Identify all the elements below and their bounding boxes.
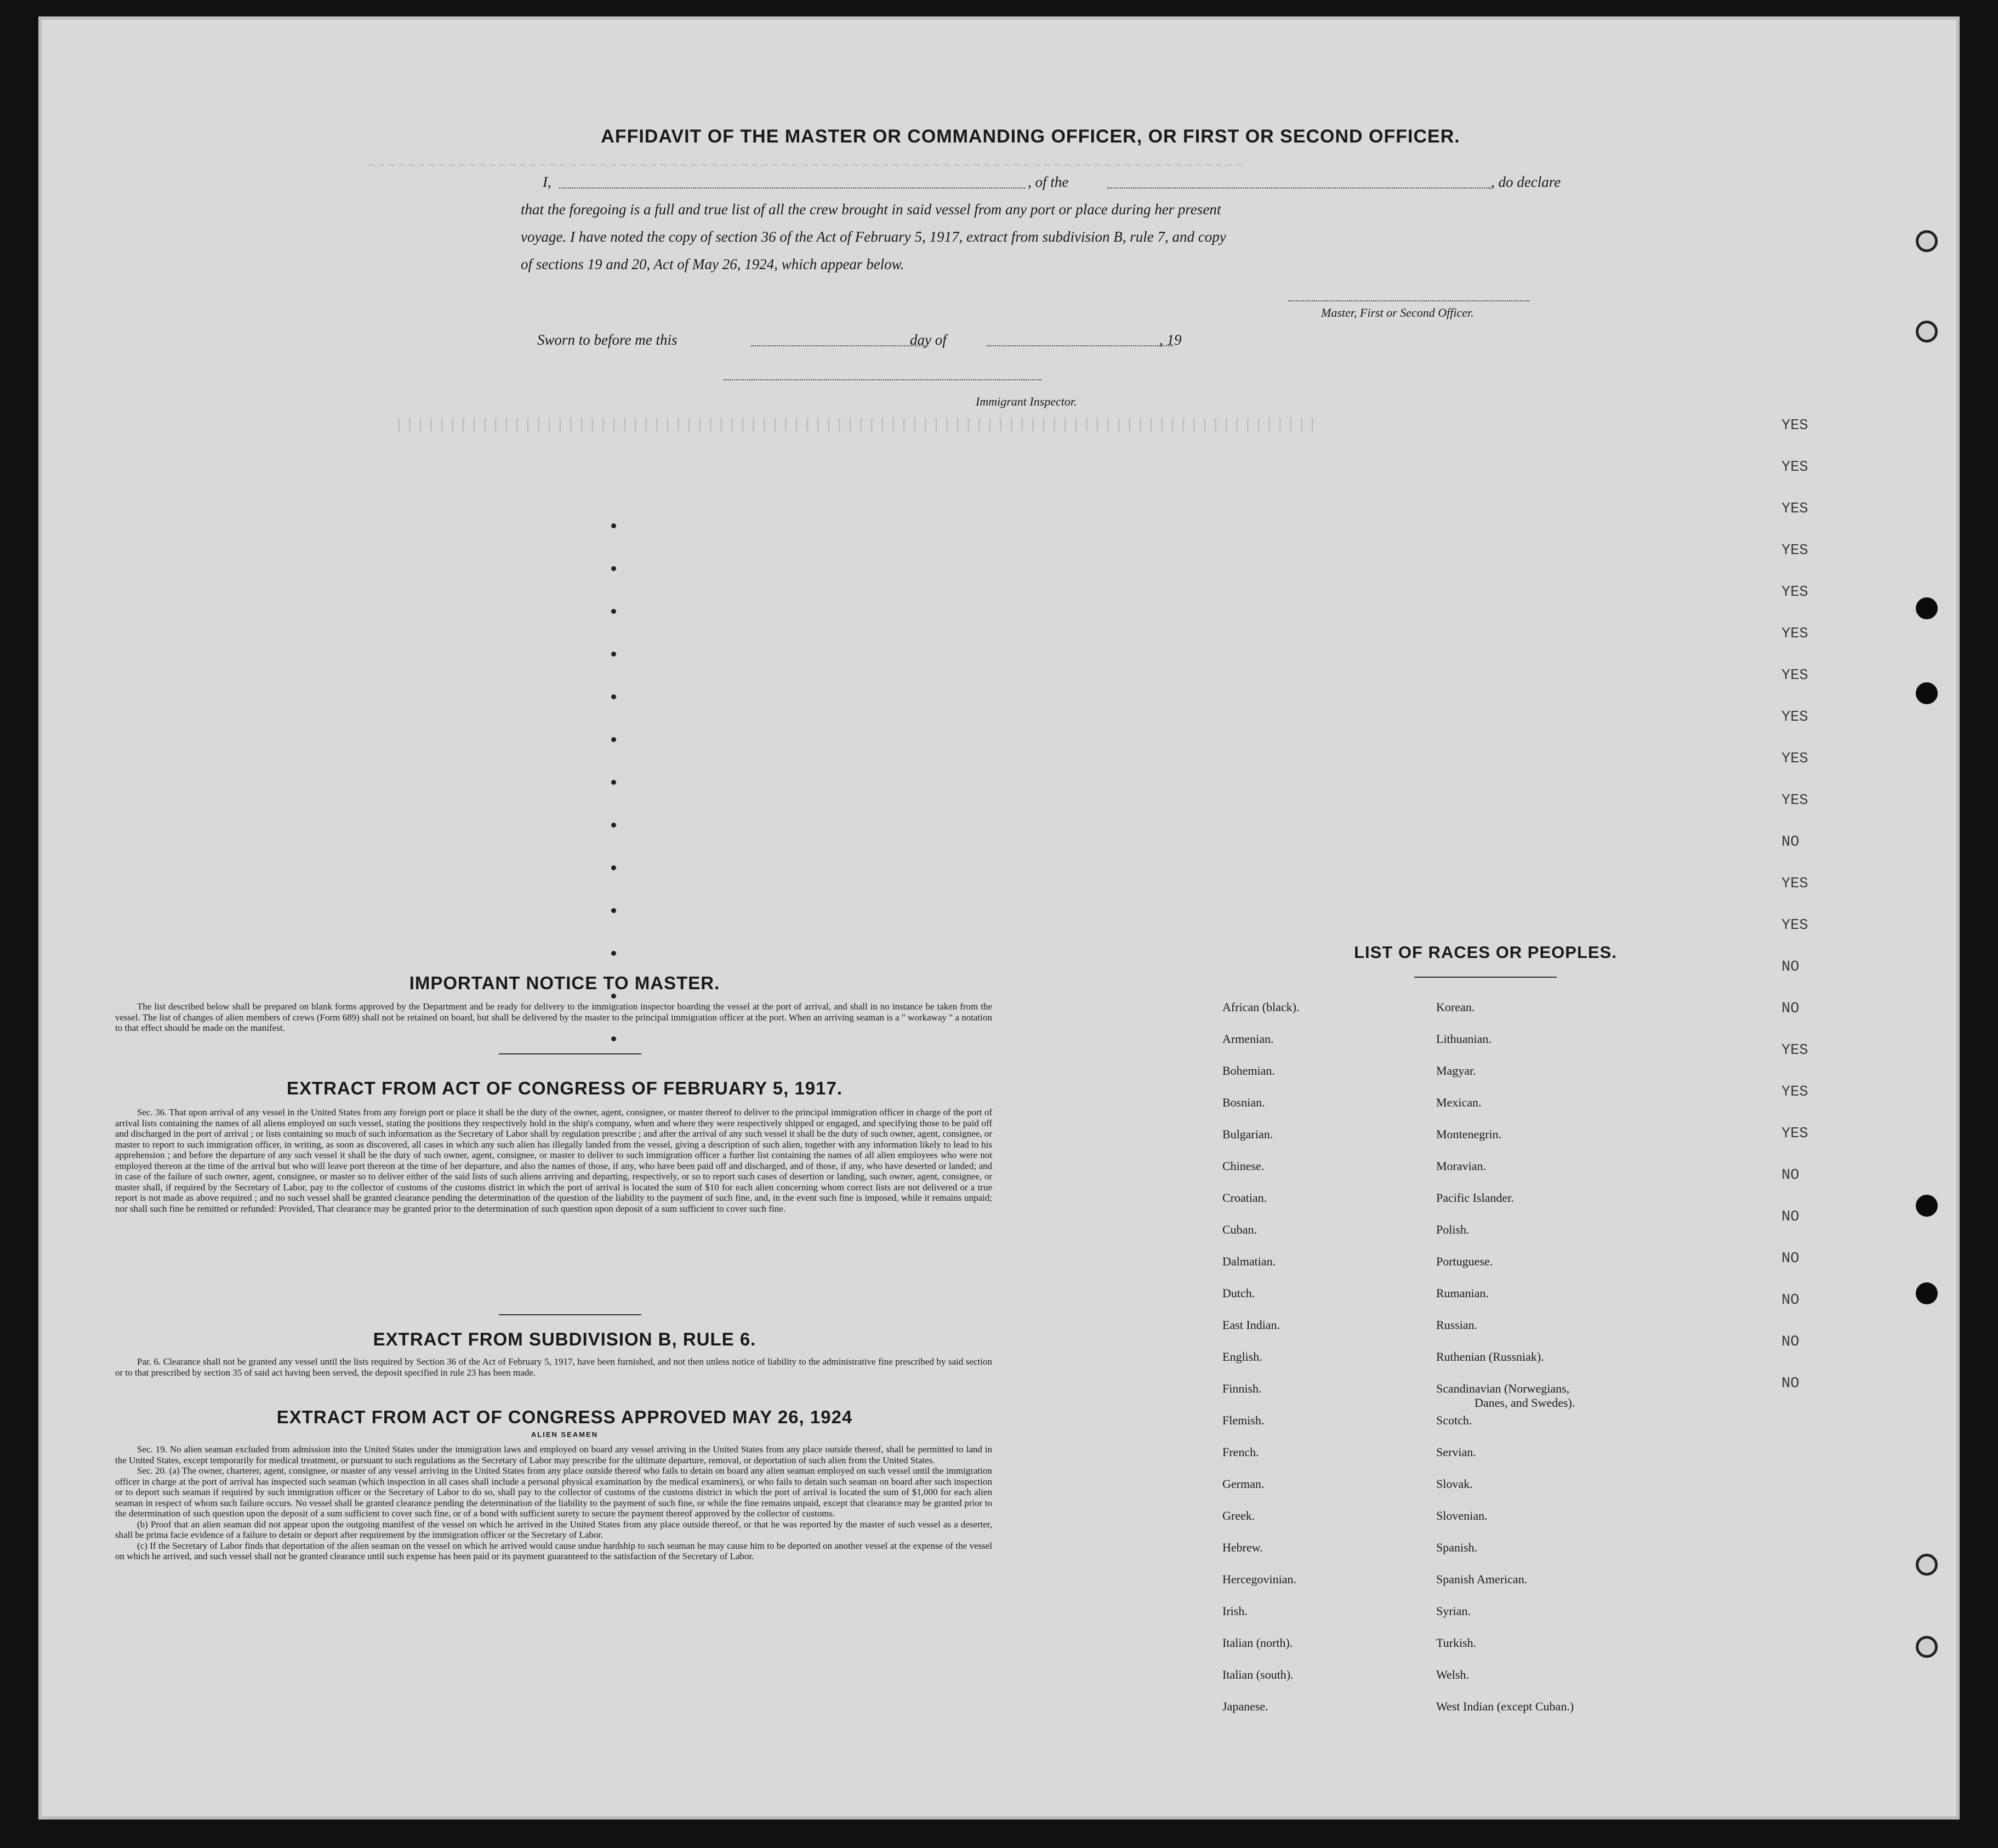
crew-dot <box>611 951 616 956</box>
alien-seamen-subtitle: ALIEN SEAMEN <box>531 1430 599 1439</box>
race-item: Rumanian. <box>1436 1286 1489 1300</box>
crew-dot <box>611 694 616 699</box>
race-item: Mexican. <box>1436 1096 1482 1109</box>
affidavit-title: AFFIDAVIT OF THE MASTER OR COMMANDING OFFICER, OR FIRST OR SECOND OFFICER. <box>601 126 1460 147</box>
race-item: Slovak. <box>1436 1477 1473 1491</box>
race-item: German. <box>1222 1477 1265 1491</box>
master-signature-label: Master, First or Second Officer. <box>1321 306 1474 320</box>
extract-1917-title: EXTRACT FROM ACT OF CONGRESS OF FEBRUARY 5, 1917. <box>286 1078 843 1098</box>
sworn-month-field[interactable] <box>987 345 1173 346</box>
crew-mark: YES <box>1781 709 1808 726</box>
affidavit-i: I, <box>543 174 551 190</box>
crew-dot <box>611 823 616 828</box>
race-item: East Indian. <box>1222 1318 1280 1332</box>
crew-mark: YES <box>1781 751 1808 767</box>
year-label: , 19 <box>1159 332 1182 348</box>
sworn-day-field[interactable] <box>751 345 926 346</box>
race-item: Dutch. <box>1222 1286 1255 1300</box>
subdivision-b-text <box>115 1356 992 1378</box>
crew-dot <box>611 908 616 913</box>
punch-hole <box>1916 1282 1938 1304</box>
day-of-label: day of <box>910 332 947 348</box>
races-title: LIST OF RACES OR PEOPLES. <box>1354 943 1617 962</box>
divider <box>499 1314 641 1315</box>
sec-20c-paragraph: (c) If the Secretary of Labor finds that deportation of the alien seaman on the vessel on which he arrived would cause undue hardship to such seaman he may cause him to be deported on another vessel at the expense of the vessel on which he arrived, and such vessel shall not be granted clearance until such expense has been paid or its payment guaranteed to the satisfaction of the Secretary of Labor. <box>115 1540 992 1561</box>
race-item: Turkish. <box>1436 1636 1477 1650</box>
affidavit-declare: , do declare <box>1491 174 1561 190</box>
race-item: Italian (north). <box>1222 1636 1293 1650</box>
race-item: Chinese. <box>1222 1159 1265 1173</box>
race-item: Cuban. <box>1222 1223 1257 1236</box>
race-item: Italian (south). <box>1222 1668 1294 1681</box>
race-item: African (black). <box>1222 1000 1300 1014</box>
bleed-through-text: |||||||||||||||||||||||||||||||||||||||||||||||||||||||||||||||||||||||||||||||||||||| <box>395 417 1319 433</box>
notice-paragraph: The list described below shall be prepared on blank forms approved by the Department and be ready for delivery to the immigration inspector boarding the vessel at the port of arrival, and shall in no instance be taken from the vessel. The list of changes of alien members of crews (Form 689) shall not be retained on board, but shall be delivered by the master to the principal immigration officer at the port. When an arriving seaman is a " workaway " a notation to that effect should be made on the manifest. <box>115 1001 992 1033</box>
race-item: Hebrew. <box>1222 1541 1263 1554</box>
punch-hole <box>1916 1636 1938 1658</box>
race-item: Korean. <box>1436 1000 1475 1014</box>
sec-19-paragraph: Sec. 19. No alien seaman excluded from admission into the United States under the immigration laws and employed on board any vessel arriving in the United States from any place outside thereof, shall be permitted to land in the United States, except temporarily for medical treatment, or pursuant to such regulations as the Secretary of Labor may prescribe for the ultimate departure, removal, or deportation of such alien from the United States. <box>115 1444 992 1465</box>
crew-mark: YES <box>1781 584 1808 601</box>
crew-mark: NO <box>1781 834 1800 851</box>
crew-mark: NO <box>1781 1001 1800 1017</box>
crew-dot <box>611 865 616 870</box>
race-item: Welsh. <box>1436 1668 1469 1681</box>
subdivision-b-title: EXTRACT FROM SUBDIVISION B, RULE 6. <box>373 1329 756 1349</box>
crew-dot <box>611 652 616 657</box>
punch-hole <box>1916 230 1938 252</box>
race-item: Montenegrin. <box>1436 1127 1502 1141</box>
vessel-field[interactable] <box>1107 187 1491 189</box>
crew-mark: YES <box>1781 668 1808 684</box>
race-item: Bosnian. <box>1222 1096 1265 1109</box>
race-item: Flemish. <box>1222 1413 1265 1427</box>
race-item: Magyar. <box>1436 1064 1476 1077</box>
race-item: Syrian. <box>1436 1604 1471 1618</box>
crew-mark: NO <box>1781 1167 1800 1184</box>
crew-mark: YES <box>1781 917 1808 934</box>
race-item: French. <box>1222 1445 1259 1459</box>
extract-1924-text <box>115 1444 992 1562</box>
race-item: Irish. <box>1222 1604 1248 1618</box>
punch-hole <box>1916 597 1938 619</box>
name-field[interactable] <box>559 187 1025 189</box>
affidavit-line3: voyage. I have noted the copy of section 36 of the Act of February 5, 1917, extract from subdivision B, rule 7, and copy <box>521 229 1226 245</box>
race-item: Bulgarian. <box>1222 1127 1273 1141</box>
crew-dot <box>611 1036 616 1041</box>
inspector-label: Immigrant Inspector. <box>976 395 1077 408</box>
inspector-signature-field[interactable] <box>724 379 1041 380</box>
crew-dot <box>611 566 616 571</box>
sec-36-paragraph: Sec. 36. That upon arrival of any vessel in the United States from any foreign port or place it shall be the duty of the owner, agent, consignee, or master thereof to deliver to the principal immigration officer in charge of the port of arrival lists containing the names of all aliens employed on such vessel, stating the positions they respectively hold in the ship's company, when and where they were respectively shipped or engaged, and specifying those to be paid off and discharged in the port of arrival ; or lists containing so much of such information as the Secretary of Labor shall by regulation prescribe ; and after the arrival of any such vessel it shall be the duty of such owner, agent, consignee, or master to report to such immigration officer, in writing, as soon as discovered, all cases in which any such alien has illegally landed from the vessel, giving a description of such alien, together with any information likely to lead to his apprehension ; and before the departure of any such vessel it shall be the duty of such owner, agent, consignee, or master to deliver to such immigration officer a further list containing the names of all alien employees who were not employed thereon at the time of the arrival but who will leave port thereon at the time of her departure, and also the names of those, if any, who have been paid off and discharged, and of those, if any, who have deserted or landed; and in case of the failure of such owner, agent, consignee, or master so to deliver either of the said lists of such aliens arriving and departing, respectively, or so to report such cases of desertion or landing, such owner, agent, consignee, or master shall, if required by the Secretary of Labor, pay to the collector of customs of the customs district in which the port of arrival is located the sum of $10 for each alien concerning whom correct lists are not delivered or a true report is not made as above required ; and no such vessel shall be granted clearance pending the determination of the question of the liability to the payment of such fine, and, in the event such fine is imposed, while it remains unpaid; nor shall such fine be remitted or refunded: Provided, That clearance may be granted prior to the determination of such question upon deposit of a sum sufficient to cover such fine. <box>115 1107 992 1214</box>
crew-mark: NO <box>1781 1251 1800 1267</box>
notice-text <box>115 1001 992 1034</box>
divider <box>499 1053 641 1054</box>
race-item: Armenian. <box>1222 1032 1274 1046</box>
crew-mark: YES <box>1781 501 1808 517</box>
sec-20b-paragraph: (b) Proof that an alien seaman did not appear upon the outgoing manifest of the vessel on which he arrived in the United States from any place outside thereof, or that he was reported by the master of such vessel as a deserter, shall be prima facie evidence of a failure to detain or deport after requirement by the immigration officer or the Secretary of Labor. <box>115 1519 992 1540</box>
notice-title: IMPORTANT NOTICE TO MASTER. <box>409 973 720 993</box>
crew-mark: YES <box>1781 418 1808 434</box>
race-item: Spanish American. <box>1436 1572 1528 1586</box>
race-item: English. <box>1222 1350 1262 1364</box>
crew-mark: NO <box>1781 959 1800 976</box>
punch-hole <box>1916 321 1938 343</box>
race-item: Dalmatian. <box>1222 1254 1276 1268</box>
crew-mark: YES <box>1781 459 1808 476</box>
crew-mark: YES <box>1781 543 1808 559</box>
sworn-label: Sworn to before me this <box>537 332 678 348</box>
race-item: Portuguese. <box>1436 1254 1493 1268</box>
race-item: Hercegovinian. <box>1222 1572 1296 1586</box>
crew-mark: YES <box>1781 626 1808 642</box>
crew-dot <box>611 609 616 614</box>
affidavit-line4: of sections 19 and 20, Act of May 26, 1924, which appear below. <box>521 256 904 272</box>
crew-mark: YES <box>1781 1126 1808 1142</box>
affidavit-line2: that the foregoing is a full and true list of all the crew brought in said vessel from any port or place during her present <box>521 201 1221 218</box>
extract-1924-title: EXTRACT FROM ACT OF CONGRESS APPROVED MAY 26, 1924 <box>276 1407 853 1427</box>
sec-20a-paragraph: Sec. 20. (a) The owner, charterer, agent, consignee, or master of any vessel arriving in the United States from any place outside thereof who fails to detain on board any alien seaman employed on such vessel until the immigration officer in charge at the port of arrival has inspected such seaman (which inspection in all cases shall include a personal physical examination by the medical examiners), or who fails to detain such seaman on board after such inspection or to deport such seaman if required by such immigration officer or the Secretary of Labor to do so, shall pay to the collector of customs of the customs district in which the port of arrival is located the sum of $1,000 for each alien seaman in respect of whom such failure occurs. No vessel shall be granted clearance pending the determination of the liability to the payment of such fine, or while the fine remains unpaid, except that clearance may be granted prior to the determination of such question upon the deposit of a sum sufficient to cover such fine, or of a bond with sufficient surety to secure the payment thereof approved by the collector of customs. <box>115 1465 992 1519</box>
race-item: Japanese. <box>1222 1699 1268 1713</box>
crew-mark: NO <box>1781 1376 1800 1392</box>
race-item: Danes, and Swedes). <box>1475 1396 1575 1410</box>
race-item: Russian. <box>1436 1318 1478 1332</box>
race-item: Spanish. <box>1436 1541 1478 1554</box>
crew-mark: YES <box>1781 876 1808 892</box>
race-item: Lithuanian. <box>1436 1032 1492 1046</box>
race-item: Servian. <box>1436 1445 1476 1459</box>
master-signature-field[interactable] <box>1288 300 1529 301</box>
race-item: Polish. <box>1436 1223 1470 1236</box>
crew-dot <box>611 994 616 999</box>
punch-hole <box>1916 1554 1938 1576</box>
race-item: Ruthenian (Russniak). <box>1436 1350 1544 1364</box>
race-item: West Indian (except Cuban.) <box>1436 1699 1574 1713</box>
crew-mark: NO <box>1781 1334 1800 1350</box>
punch-hole <box>1916 682 1938 704</box>
crew-mark: NO <box>1781 1209 1800 1225</box>
crew-dot <box>611 523 616 528</box>
punch-hole <box>1916 1195 1938 1217</box>
divider <box>1414 977 1557 978</box>
crew-mark: YES <box>1781 792 1808 809</box>
crew-dot <box>611 780 616 785</box>
race-item: Slovenian. <box>1436 1509 1488 1522</box>
race-item: Croatian. <box>1222 1191 1267 1205</box>
crew-dot <box>611 737 616 742</box>
par-6-paragraph: Par. 6. Clearance shall not be granted any vessel until the lists required by Section 36 of the Act of February 5, 1917, have been furnished, and not then unless notice of liability to the administrative fine prescribed by said section or to that prescribed by section 35 of said act having been served, the deposit specified in rule 23 has been made. <box>115 1356 992 1378</box>
crew-mark: NO <box>1781 1292 1800 1309</box>
crew-mark: YES <box>1781 1084 1808 1100</box>
race-item: Finnish. <box>1222 1382 1262 1395</box>
race-item: Scotch. <box>1436 1413 1472 1427</box>
crew-mark: YES <box>1781 1042 1808 1059</box>
bleed-through-text: ~~~~~~~~~~~~~~~~~~~~~~~~~~~~~~~~~~~~~~~~~~~~~~~~~~~~~~~~~~~~~~~~~~~~~~~~~~~~~~~~~~~~~~~ <box>367 159 1245 174</box>
race-item: Moravian. <box>1436 1159 1487 1173</box>
race-item: Scandinavian (Norwegians, <box>1436 1382 1570 1395</box>
document-page <box>38 16 1960 1820</box>
race-item: Bohemian. <box>1222 1064 1275 1077</box>
race-item: Pacific Islander. <box>1436 1191 1514 1205</box>
affidavit-of-the: , of the <box>1028 174 1069 190</box>
extract-1917-text <box>115 1107 992 1214</box>
race-item: Greek. <box>1222 1509 1255 1522</box>
